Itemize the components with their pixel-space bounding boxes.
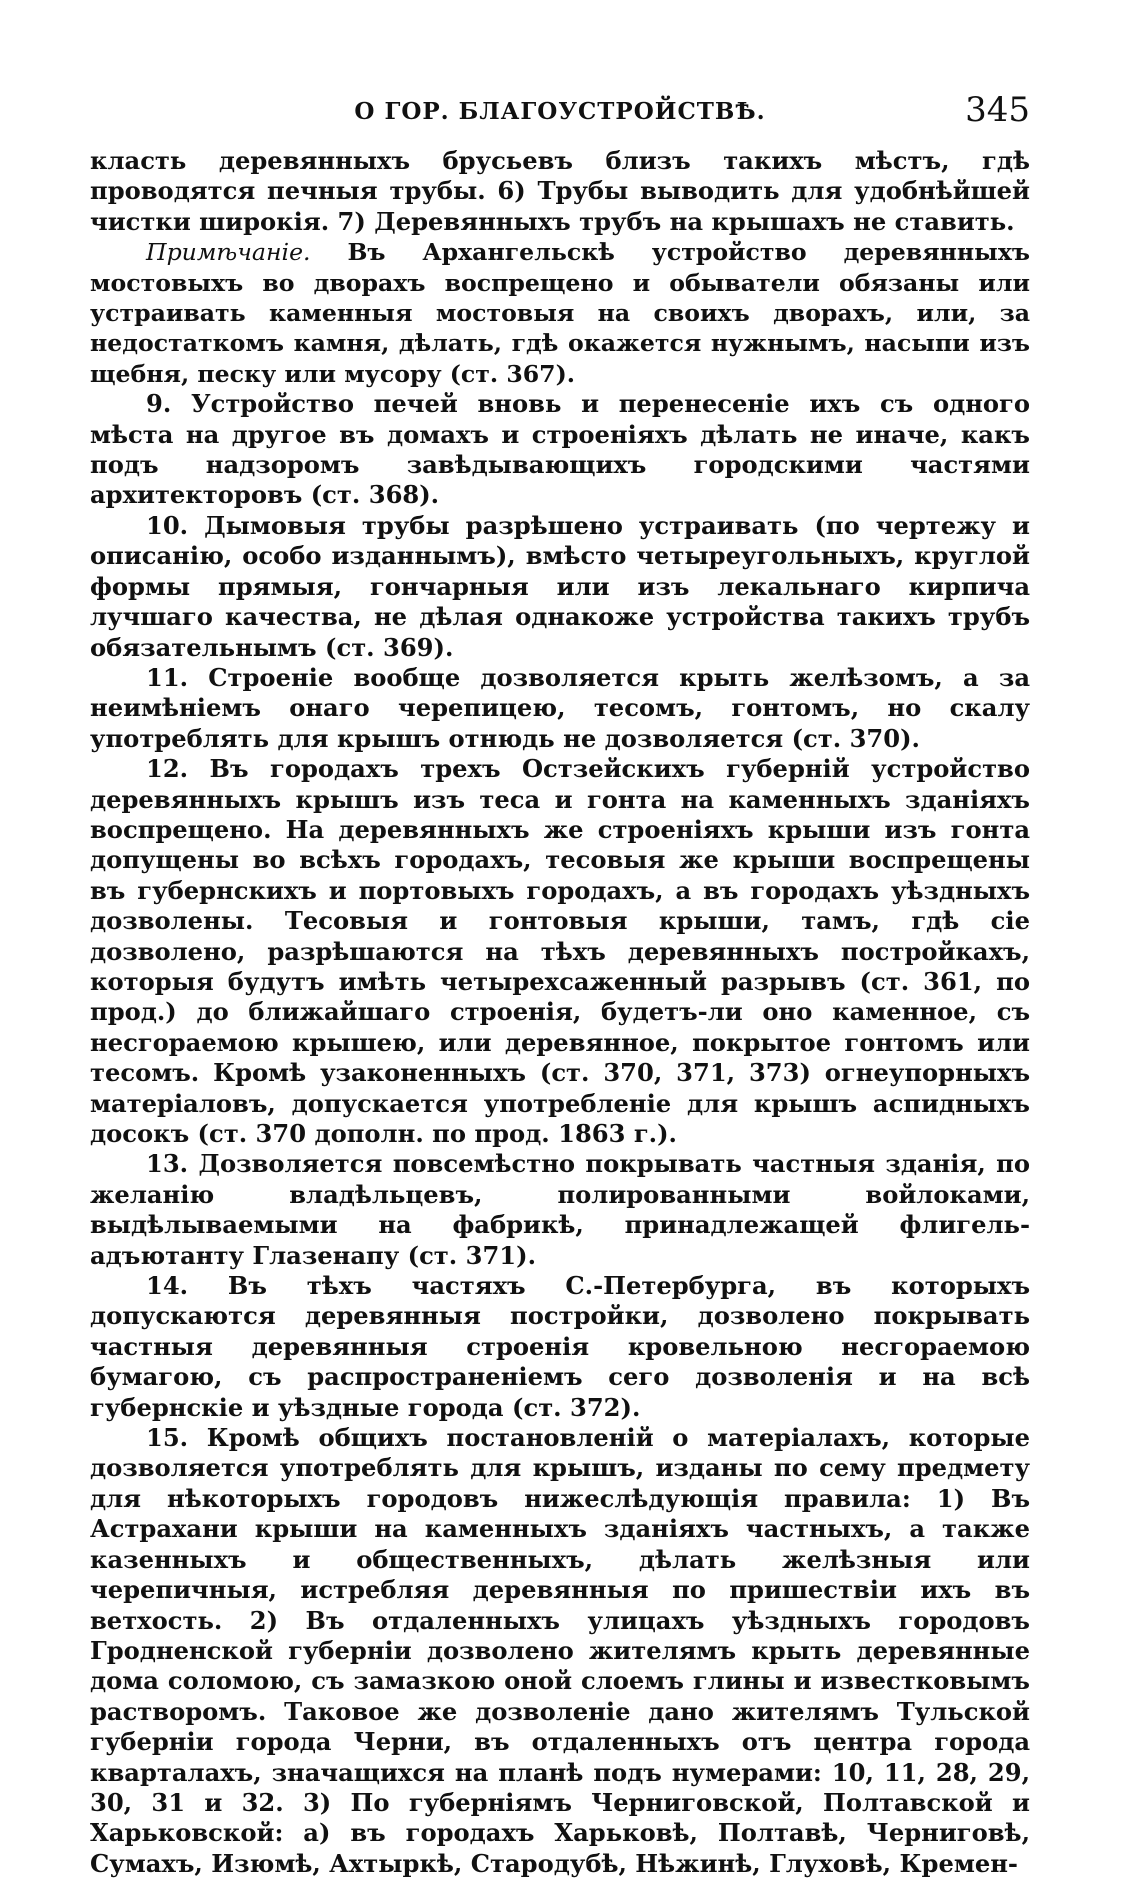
running-head [90, 90, 1030, 146]
body-text [90, 146, 1030, 1879]
paragraph-13: 13. Дозволяется повсемѣстно покрывать частныя зданія, по желанію владѣльцевъ, полированными войлоками, выдѣлываемыми на фабрикѣ, принадлежащей флигель-адъютанту Глазенапу (ст. 371). [90, 1149, 1030, 1270]
paragraph-14: 14. Въ тѣхъ частяхъ С.-Петербурга, въ которыхъ допускаются деревянныя постройки, дозволено покрывать частныя деревянныя строенія кровельною несгораемою бумагою, съ распространеніемъ сего дозволенія и на всѣ губернскіе и уѣздные города (ст. 372). [90, 1271, 1030, 1422]
page-number: 345 [965, 90, 1030, 130]
paragraph-9: 9. Устройство печей вновь и перенесеніе ихъ съ одного мѣста на другое въ домахъ и строеніяхъ дѣлать не иначе, какъ подъ надзоромъ завѣдывающихъ городскими частями архитекторовъ (ст. 368). [90, 389, 1030, 510]
paragraph-continued: класть деревянныхъ брусьевъ близъ такихъ мѣстъ, гдѣ проводятся печныя трубы. 6) Трубы выводить для удобнѣйшей чистки широкія. 7) Деревянныхъ трубъ на крышахъ не ставить. [90, 146, 1030, 236]
paragraph-11: 11. Строеніе вообще дозволяется крыть желѣзомъ, а за неимѣніемъ онаго черепицею, тесомъ, гонтомъ, но скалу употреблять для крышъ отнюдь не дозволяется (ст. 370). [90, 662, 1030, 753]
note-text: Въ Архангельскѣ устройство деревянныхъ мостовыхъ во дворахъ воспрещено и обыватели обязаны или устраивать каменныя мостовыя на своихъ дворахъ, или, за недостаткомъ камня, дѣлать, гдѣ окажется нужнымъ, насыпи изъ щебня, песку или мусору (ст. 367). [90, 238, 1030, 388]
paragraph-15: 15. Кромѣ общихъ постановленій о матеріалахъ, которые дозволяется употреблять для крышъ, изданы по сему предмету для нѣкоторыхъ городовъ нижеслѣдующія правила: 1) Въ Астрахани крыши на каменныхъ зданіяхъ частныхъ, а также казенныхъ и общественныхъ, дѣлать желѣзныя или черепичныя, истребляя деревянныя по пришествіи ихъ въ ветхость. 2) Въ отдаленныхъ улицахъ уѣздныхъ городовъ Гродненской губерніи дозволено жителямъ крыть деревянные дома соломою, съ замазкою оной слоемъ глины и известковымъ растворомъ. Таковое же дозволеніе дано жителямъ Тульской губерніи города Черни, въ отдаленныхъ отъ центра города кварталахъ, значащихся на планѣ подъ нумерами: 10, 11, 28, 29, 30, 31 и 32. 3) По губерніямъ Черниговской, Полтавской и Харьковской: а) въ городахъ Харьковѣ, Полтавѣ, Черниговѣ, Сумахъ, Изюмѣ, Ахтыркѣ, Стародубѣ, Нѣжинѣ, Глуховѣ, Кремен- [90, 1423, 1030, 1878]
note-label: Примѣчаніе. [146, 238, 311, 267]
note-paragraph [90, 237, 1030, 389]
paragraph-10: 10. Дымовыя трубы разрѣшено устраивать (по чертежу и описанію, особо изданнымъ), вмѣсто четыреугольныхъ, круглой формы прямыя, гончарныя или изъ лекальнаго кирпича лучшаго качества, не дѣлая однакоже устройства такихъ трубъ обязательнымъ (ст. 369). [90, 510, 1030, 662]
paragraph-12: 12. Въ городахъ трехъ Остзейскихъ губерній устройство деревянныхъ крышъ изъ теса и гонта на каменныхъ зданіяхъ воспрещено. На деревянныхъ же строеніяхъ крыши изъ гонта допущены во всѣхъ городахъ, тесовыя же крыши воспрещены въ губернскихъ и портовыхъ городахъ, а въ городахъ уѣздныхъ дозволены. Тесовыя и гонтовыя крыши, тамъ, гдѣ сіе дозволено, разрѣшаются на тѣхъ деревянныхъ постройкахъ, которыя будутъ имѣть четырехсаженный разрывъ (ст. 361, по прод.) до ближайшаго строенія, будетъ-ли оно каменное, съ несгораемою крышею, или деревянное, покрытое гонтомъ или тесомъ. Кромѣ узаконенныхъ (ст. 370, 371, 373) огнеупорныхъ матеріаловъ, допускается употребленіе для крышъ аспидныхъ досокъ (ст. 370 дополн. по прод. 1863 г.). [90, 754, 1030, 1148]
page-title: О ГОР. БЛАГОУСТРОЙСТВѢ. [354, 98, 766, 125]
